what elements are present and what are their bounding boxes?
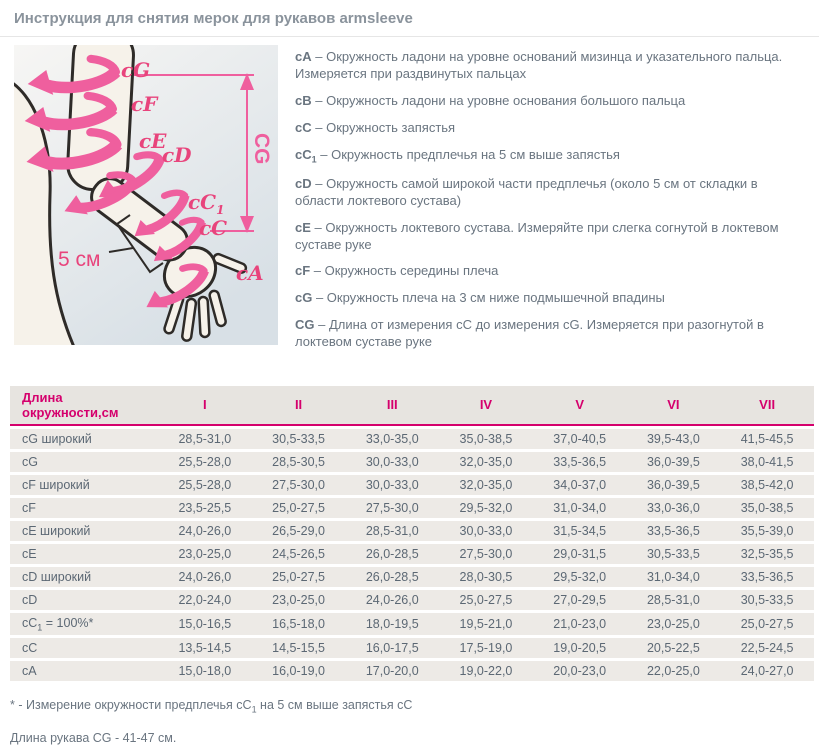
column-header-size: III — [345, 386, 439, 426]
table-cell: 33,5-36,5 — [720, 567, 814, 587]
measurement-description — [295, 290, 809, 307]
measurement-code: CG — [295, 317, 315, 333]
measurement-code: cE — [295, 219, 311, 235]
row-label: cD — [10, 590, 158, 610]
table-row — [10, 638, 814, 658]
table-cell: 28,0-30,5 — [439, 567, 533, 587]
table-cell: 29,0-31,5 — [533, 544, 627, 564]
table-cell: 22,0-25,0 — [627, 661, 721, 681]
table-row — [10, 521, 814, 541]
measurement-text: – Окружность ладони на уровне основания большого пальца — [311, 92, 686, 108]
table-cell: 24,0-27,0 — [720, 661, 814, 681]
table-cell: 32,0-35,0 — [439, 452, 533, 472]
footnote-sleeve-length: Длина рукава CG - 41-47 см. — [10, 730, 177, 745]
sizes-table-body — [10, 429, 814, 682]
row-label: cG — [10, 452, 158, 472]
column-header-size: V — [533, 386, 627, 426]
table-cell: 32,0-35,0 — [439, 475, 533, 495]
table-row — [10, 613, 814, 636]
table-cell: 31,0-34,0 — [533, 498, 627, 518]
table-cell: 30,5-33,5 — [627, 544, 721, 564]
table-cell: 30,0-33,0 — [345, 475, 439, 495]
table-cell: 21,0-23,0 — [533, 613, 627, 636]
table-cell: 33,0-36,0 — [627, 498, 721, 518]
row-label: cA — [10, 661, 158, 681]
arm-diagram-container — [14, 45, 278, 345]
table-cell: 25,5-28,0 — [158, 452, 252, 472]
table-cell: 28,5-31,0 — [158, 429, 252, 449]
measurement-text: – Окружность ладони на уровне оснований мизинца и указательного пальца. Измеряется при раздвинутых пальцах — [295, 49, 783, 81]
measurement-code: cF — [295, 263, 311, 279]
measurement-code: cC — [295, 119, 312, 135]
table-cell: 33,5-36,5 — [533, 452, 627, 472]
table-cell: 23,0-25,0 — [158, 544, 252, 564]
table-cell: 33,0-35,0 — [345, 429, 439, 449]
distance-label: 5 см — [58, 248, 101, 271]
sizes-table — [10, 383, 814, 685]
table-cell: 41,5-45,5 — [720, 429, 814, 449]
table-cell: 22,5-24,5 — [720, 638, 814, 658]
measurement-description — [295, 120, 809, 137]
measurement-code: cG — [295, 290, 313, 306]
row-label: cE широкий — [10, 521, 158, 541]
table-cell: 38,0-41,5 — [720, 452, 814, 472]
column-header-size: I — [158, 386, 252, 426]
measurement-text: – Окружность запястья — [311, 119, 456, 135]
row-label: cG широкий — [10, 429, 158, 449]
row-label: cF — [10, 498, 158, 518]
table-cell: 17,0-20,0 — [345, 661, 439, 681]
table-cell: 25,0-27,5 — [252, 498, 346, 518]
measurement-text: – Окружность самой широкой части предплечья (около 5 см от складки в области локтевого сустава) — [295, 175, 758, 208]
table-cell: 20,5-22,5 — [627, 638, 721, 658]
label-ce: cE — [139, 129, 167, 153]
label-cc1: $cC_1$ — [188, 190, 225, 217]
table-cell: 22,0-24,0 — [158, 590, 252, 610]
table-cell: 19,0-22,0 — [439, 661, 533, 681]
page-title: Инструкция для снятия мерок для рукавов armsleeve — [0, 0, 819, 37]
table-cell: 14,5-15,5 — [252, 638, 346, 658]
table-cell: 32,5-35,5 — [720, 544, 814, 564]
measurement-description — [295, 49, 809, 83]
table-cell: 24,0-26,0 — [345, 590, 439, 610]
measurement-code: $cC_1$ — [295, 146, 317, 165]
column-header-size: IV — [439, 386, 533, 426]
table-row — [10, 475, 814, 495]
table-header-row — [10, 386, 814, 426]
table-cell: 23,0-25,0 — [252, 590, 346, 610]
table-cell: 39,5-43,0 — [627, 429, 721, 449]
measurement-code: cB — [295, 92, 312, 108]
table-cell: 24,5-26,5 — [252, 544, 346, 564]
measurement-description — [295, 176, 809, 210]
table-cell: 30,0-33,0 — [345, 452, 439, 472]
label-cc: cC — [199, 216, 228, 240]
measurement-description — [295, 147, 809, 166]
table-row — [10, 452, 814, 472]
table-cell: 29,5-32,0 — [533, 567, 627, 587]
row-label: cF широкий — [10, 475, 158, 495]
table-cell: 23,0-25,0 — [627, 613, 721, 636]
column-header-size: II — [252, 386, 346, 426]
measurement-code: cD — [295, 175, 312, 191]
column-header-label: Длина окружности,см — [10, 386, 158, 426]
column-header-size: VI — [627, 386, 721, 426]
table-cell: 35,0-38,5 — [439, 429, 533, 449]
label-cf: cF — [131, 92, 158, 116]
table-row — [10, 544, 814, 564]
table-cell: 15,0-16,5 — [158, 613, 252, 636]
table-cell: 27,5-30,0 — [345, 498, 439, 518]
table-cell: 31,0-34,0 — [627, 567, 721, 587]
table-row — [10, 590, 814, 610]
table-cell: 31,5-34,5 — [533, 521, 627, 541]
measurement-text: – Окружность локтевого сустава. Измеряйте при слегка согнутой в локтевом суставе руке — [295, 219, 779, 252]
table-cell: 13,5-14,5 — [158, 638, 252, 658]
measurement-text: – Окружность плеча на 3 см ниже подмышечной впадины — [312, 290, 665, 306]
measurement-text: – Длина от измерения cC до измерения cG. Измеряется при разогнутой в локтевом суставе руке — [295, 317, 764, 350]
arm-measurement-diagram — [14, 45, 278, 345]
table-cell: 16,0-19,0 — [252, 661, 346, 681]
measurement-text: – Окружность предплечья на 5 см выше запястья — [316, 146, 620, 162]
measurement-descriptions — [278, 45, 813, 361]
table-cell: 28,5-31,0 — [627, 590, 721, 610]
table-cell: 20,0-23,0 — [533, 661, 627, 681]
table-cell: 27,5-30,0 — [439, 544, 533, 564]
table-cell: 16,0-17,5 — [345, 638, 439, 658]
table-cell: 30,5-33,5 — [252, 429, 346, 449]
table-row — [10, 567, 814, 587]
table-row — [10, 429, 814, 449]
row-label: $cC_1 = 100\%*$ — [10, 613, 158, 636]
table-cell: 30,5-33,5 — [720, 590, 814, 610]
table-cell: 25,0-27,5 — [439, 590, 533, 610]
table-cell: 33,5-36,5 — [627, 521, 721, 541]
table-cell: 24,0-26,0 — [158, 567, 252, 587]
measurement-code: cA — [295, 49, 312, 64]
table-cell: 38,5-42,0 — [720, 475, 814, 495]
measurement-text: – Окружность середины плеча — [310, 263, 499, 279]
table-cell: 23,5-25,5 — [158, 498, 252, 518]
table-cell: 26,0-28,5 — [345, 544, 439, 564]
table-cell: 25,0-27,5 — [720, 613, 814, 636]
row-label: cC — [10, 638, 158, 658]
table-cell: 18,0-19,5 — [345, 613, 439, 636]
footnote-asterisk: * - Измерение окружности предплечья $cC_1$ на 5 см выше запястья cC — [10, 698, 413, 715]
measurement-description — [295, 263, 809, 280]
table-cell: 19,5-21,0 — [439, 613, 533, 636]
measurement-description — [295, 93, 809, 110]
table-cell: 36,0-39,5 — [627, 475, 721, 495]
instruction-content — [0, 37, 819, 361]
table-cell: 35,5-39,0 — [720, 521, 814, 541]
table-cell: 25,5-28,0 — [158, 475, 252, 495]
table-cell: 30,0-33,0 — [439, 521, 533, 541]
table-cell: 28,5-30,5 — [252, 452, 346, 472]
table-cell: 25,0-27,5 — [252, 567, 346, 587]
table-cell: 24,0-26,0 — [158, 521, 252, 541]
table-cell: 29,5-32,0 — [439, 498, 533, 518]
table-cell: 26,0-28,5 — [345, 567, 439, 587]
measurement-description — [295, 317, 809, 351]
table-cell: 17,5-19,0 — [439, 638, 533, 658]
label-cd: cD — [162, 143, 192, 167]
table-cell: 35,0-38,5 — [720, 498, 814, 518]
row-label: cD широкий — [10, 567, 158, 587]
measurement-description — [295, 220, 809, 254]
table-cell: 27,5-30,0 — [252, 475, 346, 495]
table-cell: 15,0-18,0 — [158, 661, 252, 681]
table-cell: 27,0-29,5 — [533, 590, 627, 610]
table-cell: 19,0-20,5 — [533, 638, 627, 658]
table-row — [10, 498, 814, 518]
table-row — [10, 661, 814, 681]
table-cell: 28,5-31,0 — [345, 521, 439, 541]
table-cell: 36,0-39,5 — [627, 452, 721, 472]
label-ca: cA — [236, 261, 264, 285]
row-label: cE — [10, 544, 158, 564]
table-cell: 16,5-18,0 — [252, 613, 346, 636]
label-cg: cG — [121, 58, 151, 82]
table-cell: 34,0-37,0 — [533, 475, 627, 495]
column-header-size: VII — [720, 386, 814, 426]
table-cell: 26,5-29,0 — [252, 521, 346, 541]
cg-length-label: CG — [250, 133, 273, 165]
table-cell: 37,0-40,5 — [533, 429, 627, 449]
